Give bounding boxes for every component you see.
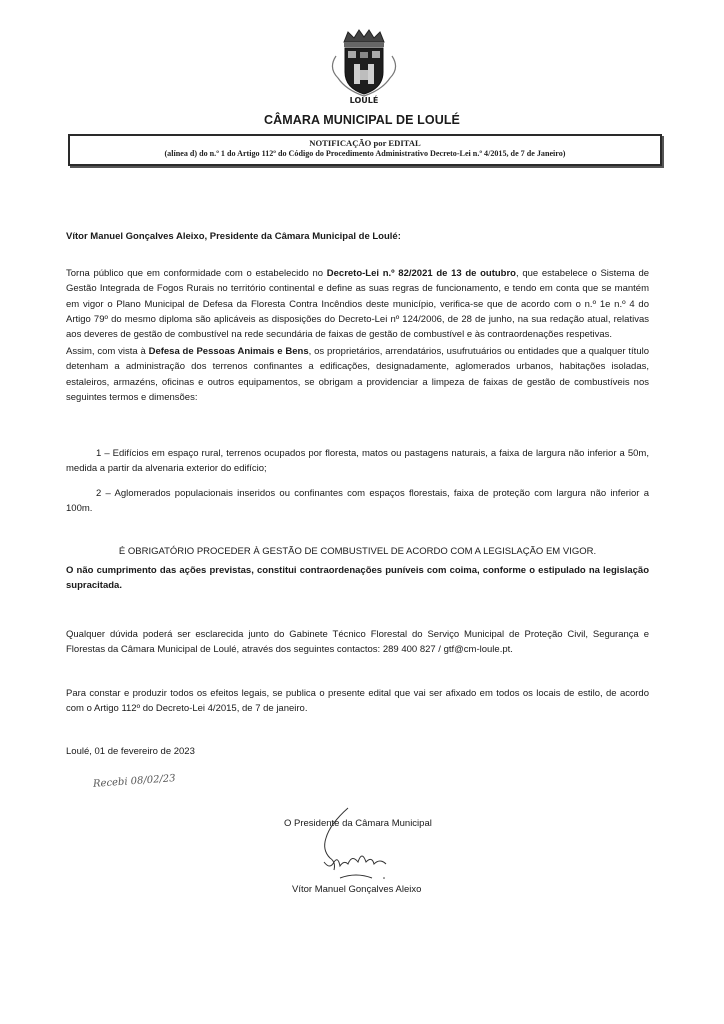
paragraph-decree bbox=[66, 266, 649, 342]
organization-title: CÂMARA MUNICIPAL DE LOULÉ bbox=[263, 113, 460, 127]
p2-text-before: Assim, com vista à bbox=[66, 346, 149, 357]
p2-bold-phrase: Defesa de Pessoas Animais e Bens bbox=[148, 346, 309, 357]
place-date: Loulé, 01 de fevereiro de 2023 bbox=[66, 746, 195, 757]
handwritten-received-note: Recebi 08/02/23 bbox=[92, 773, 176, 790]
list-item: 2 – Aglomerados populacionais inseridos ou confinantes com espaços florestais, faixa de proteção com largura não inferior a 100m. bbox=[66, 488, 649, 515]
mandatory-text: É OBRIGATÓRIO PROCEDER À GESTÃO DE COMBUSTIVEL DE ACORDO COM A LEGISLAÇÃO EM VIGOR. bbox=[118, 546, 597, 557]
notice-subtitle: (alínea d) do n.º 1 do Artigo 112º do Código do Procedimento Administrativo Decreto-Lei n.º 4/2015, de 7 de Janeiro) bbox=[164, 149, 566, 158]
notice-box bbox=[68, 134, 662, 166]
contact-paragraph: Qualquer dúvida poderá ser esclarecida junto do Gabinete Técnico Florestal do Serviço Municipal de Proteção Civil, Segurança e Florestas da Câmara Municipal de Loulé, através dos seguintes contactos: 289 400 827 / gtf@cm-loule.pt. bbox=[66, 629, 649, 656]
paragraph-obligations bbox=[66, 344, 649, 405]
list-item: 1 – Edifícios em espaço rural, terrenos ocupados por floresta, matos ou pastagens naturais, a faixa de largura não inferior a 50m, medida a partir da alvenaria exterior do edifício; bbox=[66, 448, 649, 475]
crest-label: LOULÉ bbox=[349, 96, 379, 104]
loule-coat-of-arms-logo bbox=[318, 28, 410, 104]
p1-text-before: Torna público que em conformidade com o estabelecido no bbox=[66, 268, 327, 279]
signatory-title: O Presidente da Câmara Municipal bbox=[284, 818, 432, 829]
signatory-name: Vítor Manuel Gonçalves Aleixo bbox=[292, 884, 422, 895]
signature-scribble bbox=[300, 804, 410, 884]
p1-decree-ref: Decreto-Lei n.º 82/2021 de 13 de outubro bbox=[326, 268, 516, 279]
p2-text-after: , os proprietários, arrendatários, usufrutuários ou entidades que a qualquer título detenham a administração dos terrenos confinantes a edificações, designadamente, aglomerados urbanos, habitações isoladas, estaleiros, armazéns, oficinas e outros equipamentos, se obrigam a providenciar a limpeza de faixas de gestão de combustíveis nos seguintes termos e dimensões: bbox=[66, 346, 649, 403]
closing-paragraph: Para constar e produzir todos os efeitos legais, se publica o presente edital que vai ser afixado em todos os locais de estilo, de acordo com o Artigo 112º do Decreto-Lei 4/2015, de 7 de janeiro. bbox=[66, 688, 649, 715]
mandatory-notice bbox=[66, 544, 649, 559]
notice-title: NOTIFICAÇÃO por EDITAL bbox=[309, 138, 421, 148]
addressee: Vítor Manuel Gonçalves Aleixo, Presidente da Câmara Municipal de Loulé: bbox=[66, 231, 401, 242]
p1-text-after: , que estabelece o Sistema de Gestão Integrada de Fogos Rurais no território continental e define as suas regras de funcionamento, e tendo em conta que se mantém em vigor o Plano Municipal de Defesa da Floresta Contra Incêndios deste município, verifica-se que de acordo com o n.º 1e n.º 4 do Artigo 79º do mesmo diploma são aplicáveis as disposições do Decreto-Lei nº 124/2006, de 28 de junho, na sua redação atual, relativas aos deveres de gestão de combustível na rede secundária de faixas de gestão de combustível e às contraordenações respetivas. bbox=[66, 268, 650, 341]
penalty-notice: O não cumprimento das ações previstas, constitui contraordenações puníveis com coima, conforme o estipulado na legislação supracitada. bbox=[66, 565, 649, 592]
